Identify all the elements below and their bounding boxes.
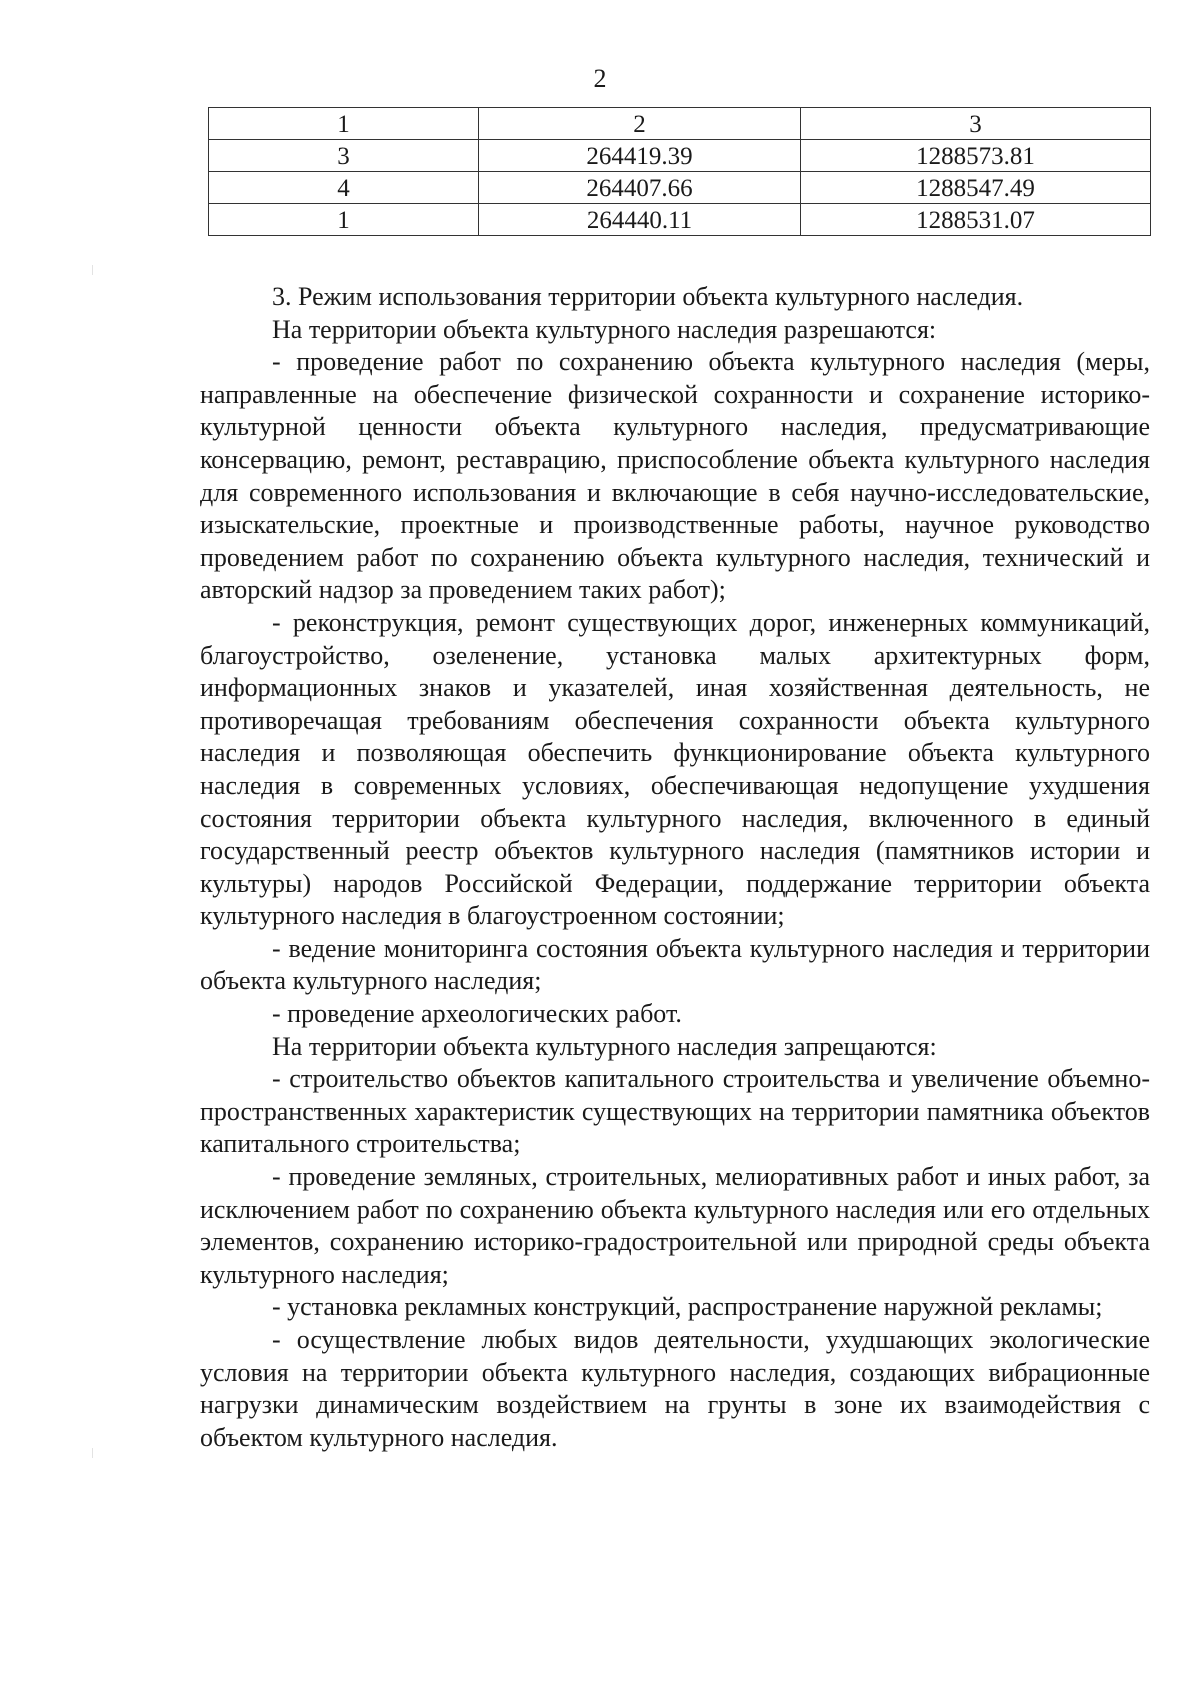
point-number-cell: 1 <box>209 204 479 236</box>
table-header-row <box>209 108 1151 140</box>
permitted-item: - проведение археологических работ. <box>272 999 682 1029</box>
table-row <box>209 172 1151 204</box>
permitted-item: - реконструкция, ремонт существующих дорог, инженерных коммуникаций, благоустройство, озеленение, установка малых архитектурных форм, информационных знаков и указателей, иная хозяйственная деятельность, не противоречащая требованиям обеспечения сохранности объекта культурного наследия и позволяющая обеспечить функционирование объекта культурного наследия в современных условиях, обеспечивающая недопущение ухудшения состояния территории объекта культурного наследия, включенного в единый государственный реестр объектов культурного наследия (памятников истории и культуры) народов Российской Федерации, поддержание территории объекта культурного наследия в благоустроенном состоянии; <box>200 607 1150 931</box>
permitted-intro: На территории объекта культурного наследия разрешаются: <box>272 314 937 344</box>
page-number: 2 <box>593 64 607 93</box>
document-body <box>200 281 1150 1454</box>
table-header-cell: 2 <box>479 108 801 140</box>
table-row <box>209 204 1151 236</box>
point-number-cell: 4 <box>209 172 479 204</box>
scan-artifact <box>92 1448 93 1458</box>
permitted-item: - проведение работ по сохранению объекта культурного наследия (меры, направленные на обеспечение физической сохранности и сохранение историко-культурной ценности объекта культурного наследия, предусматривающие консервацию, ремонт, реставрацию, приспособление объекта культурного наследия для современного использования и включающие в себя научно-исследовательские, изыскательские, проектные и производственные работы, научное руководство проведением работ по сохранению объекта культурного наследия, технический и авторский надзор за проведением таких работ); <box>200 347 1150 605</box>
section-heading: 3. Режим использования территории объекта культурного наследия. <box>272 282 1024 311</box>
prohibited-item: - установка рекламных конструкций, распространение наружной рекламы; <box>272 1292 1103 1322</box>
prohibited-item: - осуществление любых видов деятельности, ухудшающих экологические условия на территории объекта культурного наследия, создающих вибрационные нагрузки динамическим воздействием на грунты в зоне их взаимодействия с объектом культурного наследия. <box>200 1325 1150 1452</box>
x-coordinate-cell: 264407.66 <box>479 172 801 204</box>
permitted-item: - ведение мониторинга состояния объекта культурного наследия и территории объекта культурного наследия; <box>200 933 1150 996</box>
y-coordinate-cell: 1288531.07 <box>801 204 1151 236</box>
scan-artifact <box>92 265 93 275</box>
table-row <box>209 140 1151 172</box>
point-number-cell: 3 <box>209 140 479 172</box>
y-coordinate-cell: 1288547.49 <box>801 172 1151 204</box>
table-header-cell: 3 <box>801 108 1151 140</box>
y-coordinate-cell: 1288573.81 <box>801 140 1151 172</box>
x-coordinate-cell: 264419.39 <box>479 140 801 172</box>
coordinates-table <box>208 107 1151 236</box>
prohibited-item: - строительство объектов капитального строительства и увеличение объемно-пространственных характеристик существующих на территории памятника объектов капитального строительства; <box>200 1064 1150 1159</box>
prohibited-item: - проведение земляных, строительных, мелиоративных работ и иных работ, за исключением работ по сохранению объекта культурного наследия или его отдельных элементов, сохранению историко-градостроительной или природной среды объекта культурного наследия; <box>200 1162 1150 1289</box>
prohibited-intro: На территории объекта культурного наследия запрещаются: <box>272 1031 937 1061</box>
table-header-cell: 1 <box>209 108 479 140</box>
x-coordinate-cell: 264440.11 <box>479 204 801 236</box>
